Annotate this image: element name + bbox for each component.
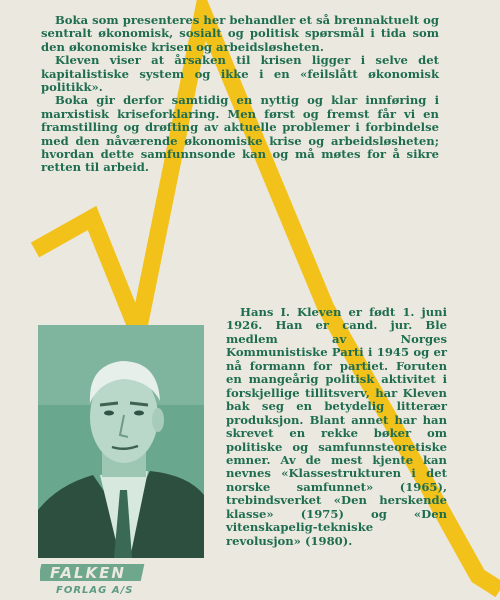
- blurb-paragraph-3: Boka gir derfor samtidig en nyttig og klar innføring i marxistisk kriseforklaring. Men først og fremst får vi en framstilling og drøfting av aktuelle problemer i forbindelse med den nåværende økonomiske krise og arbeidsløsheten; hvordan dette samfunnsonde kan og må møtes for å sikre retten til arbeid.: [41, 93, 439, 175]
- publisher-logo: [40, 561, 150, 597]
- publisher-name: FALKEN: [50, 564, 126, 582]
- blurb-text: [41, 14, 439, 175]
- publisher-subtitle: FORLAG A/S: [56, 585, 134, 596]
- author-bio: [226, 306, 447, 548]
- author-bio-text: Hans I. Kleven er født 1. juni 1926. Han er cand. jur. Ble medlem av Norges Kommunistiske Parti i 1945 og er nå formann for partiet. Foruten en mangeårig politisk aktivitet i forskjellige tillitsverv, har Kleven bak seg en betydelig litterær produksjon. Blant annet har han skrevet en rekke bøker om politiske og samfunnsteoretiske emner. Av de mest kjente kan nevnes «Klassestrukturen i det norske samfunnet» (1965), trebindsverket «Den herskende klasse» (1975) og «Den vitenskapelig-tekniske revolusjon» (1980).: [226, 305, 447, 548]
- author-photo: [38, 325, 204, 558]
- blurb-paragraph-2: Kleven viser at årsaken til krisen ligger i selve det kapitalistiske system og ikke i en «feilslått økonomisk politikk».: [41, 53, 439, 95]
- blurb-paragraph-1: Boka som presenteres her behandler et så brennaktuelt og sentralt økonomisk, sosialt og politisk spørsmål i tida som den økonomiske krisen og arbeidsløsheten.: [41, 13, 439, 54]
